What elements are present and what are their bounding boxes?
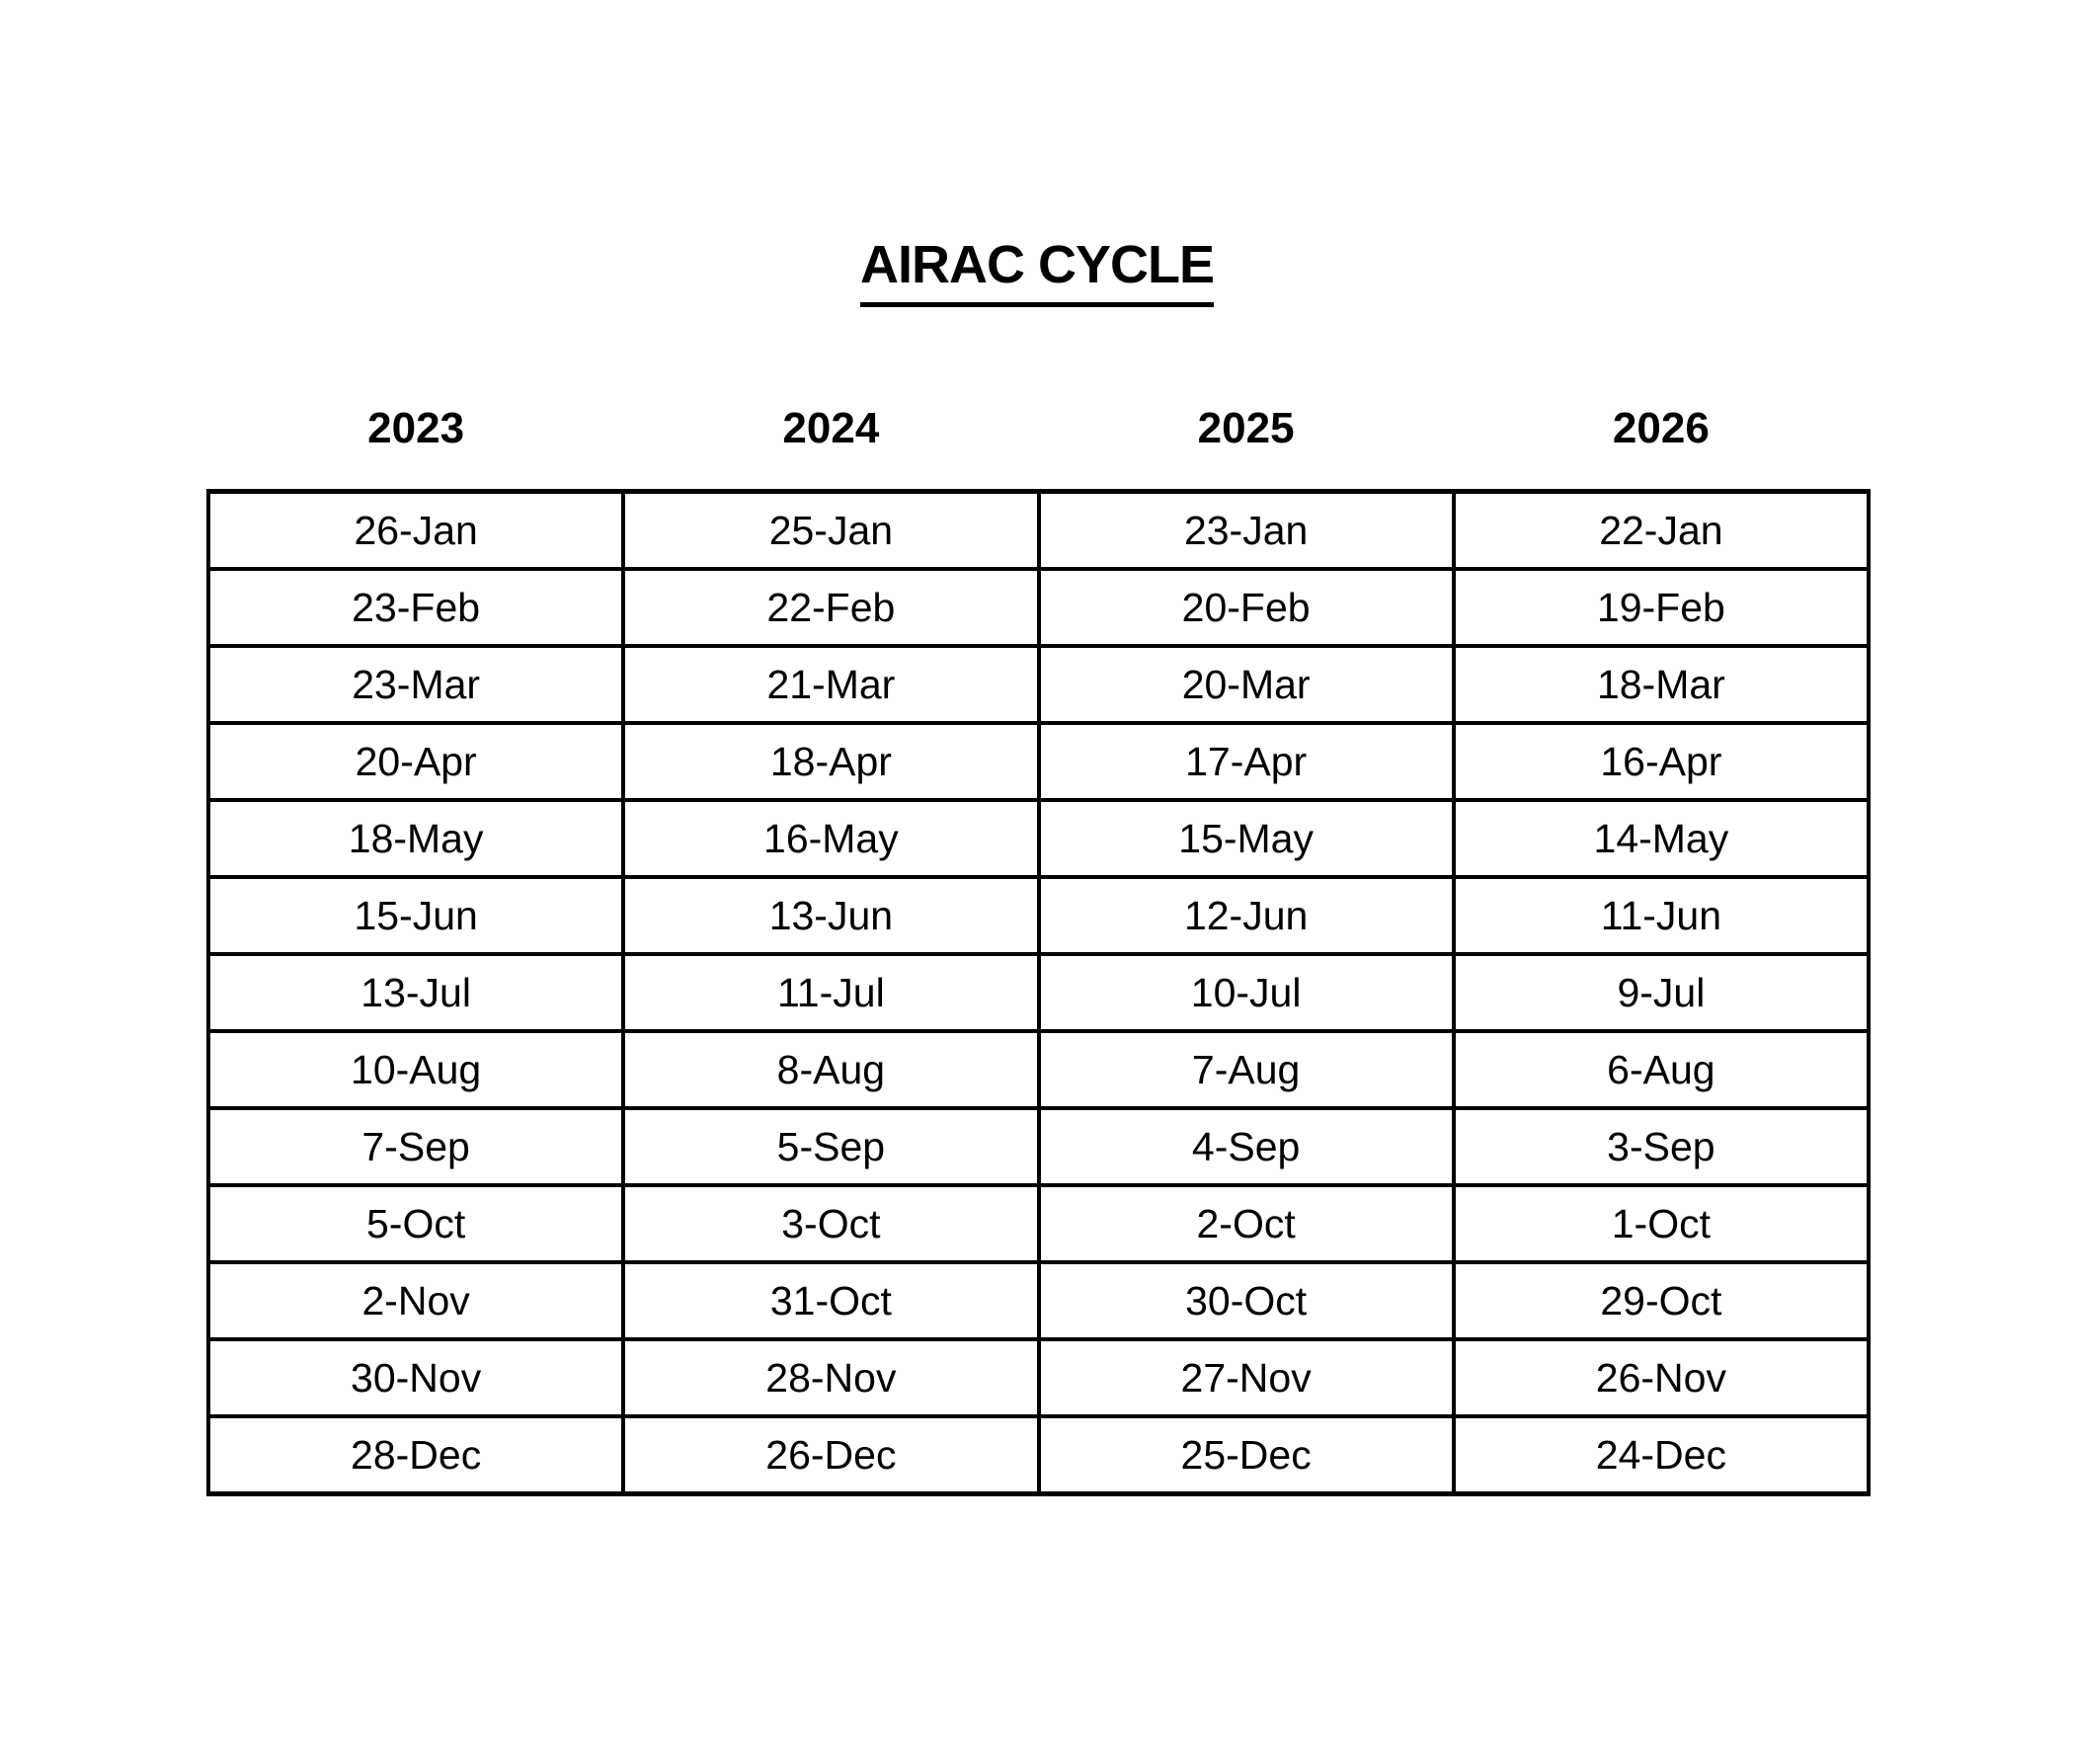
table-row: [208, 1185, 1869, 1262]
table-row: [208, 877, 1869, 954]
table-row: [208, 1416, 1869, 1494]
table-cell-2025: 27-Nov: [1039, 1339, 1454, 1416]
table-cell-2024: 31-Oct: [623, 1262, 1038, 1339]
table-cell-2023: 18-May: [208, 800, 623, 877]
table-cell-2025: 20-Mar: [1039, 646, 1454, 723]
table-cell-2023: 28-Dec: [208, 1416, 623, 1494]
table-row: [208, 646, 1869, 723]
table-cell-2024: 5-Sep: [623, 1108, 1038, 1185]
table-cell-2026: 18-Mar: [1454, 646, 1869, 723]
table-cell-2023: 23-Feb: [208, 569, 623, 646]
table-cell-2023: 10-Aug: [208, 1031, 623, 1108]
table-cell-2024: 22-Feb: [623, 569, 1038, 646]
table-cell-2026: 14-May: [1454, 800, 1869, 877]
year-header-2025: 2025: [1197, 404, 1295, 452]
table-cell-2026: 19-Feb: [1454, 569, 1869, 646]
table-cell-2026: 22-Jan: [1454, 492, 1869, 570]
table-row: [208, 723, 1869, 800]
table-cell-2023: 13-Jul: [208, 954, 623, 1031]
table-cell-2026: 9-Jul: [1454, 954, 1869, 1031]
table-cell-2025: 2-Oct: [1039, 1185, 1454, 1262]
table-cell-2023: 30-Nov: [208, 1339, 623, 1416]
table-cell-2023: 2-Nov: [208, 1262, 623, 1339]
table-row: [208, 492, 1869, 570]
table-cell-2024: 8-Aug: [623, 1031, 1038, 1108]
table-row: [208, 569, 1869, 646]
table-row: [208, 1108, 1869, 1185]
table-cell-2024: 26-Dec: [623, 1416, 1038, 1494]
table-cell-2023: 5-Oct: [208, 1185, 623, 1262]
year-header-row: [208, 399, 1869, 458]
table-cell-2024: 21-Mar: [623, 646, 1038, 723]
table-cell-2023: 23-Mar: [208, 646, 623, 723]
airac-cycle-table: [206, 489, 1871, 1496]
table-cell-2025: 25-Dec: [1039, 1416, 1454, 1494]
table-cell-2026: 16-Apr: [1454, 723, 1869, 800]
table-cell-2024: 11-Jul: [623, 954, 1038, 1031]
table-cell-2025: 15-May: [1039, 800, 1454, 877]
table-row: [208, 1031, 1869, 1108]
table-cell-2025: 7-Aug: [1039, 1031, 1454, 1108]
table-row: [208, 1262, 1869, 1339]
page-title: [0, 233, 2074, 307]
table-row: [208, 800, 1869, 877]
table-cell-2026: 11-Jun: [1454, 877, 1869, 954]
table-cell-2025: 30-Oct: [1039, 1262, 1454, 1339]
table-cell-2025: 23-Jan: [1039, 492, 1454, 570]
table-row: [208, 954, 1869, 1031]
year-header-2023: 2023: [367, 404, 465, 452]
year-header-2026: 2026: [1612, 404, 1710, 452]
table-cell-2023: 26-Jan: [208, 492, 623, 570]
table-cell-2025: 10-Jul: [1039, 954, 1454, 1031]
table-cell-2023: 7-Sep: [208, 1108, 623, 1185]
table-cell-2025: 12-Jun: [1039, 877, 1454, 954]
year-header-2024: 2024: [782, 404, 880, 452]
table-cell-2026: 24-Dec: [1454, 1416, 1869, 1494]
table-cell-2024: 16-May: [623, 800, 1038, 877]
table-cell-2026: 3-Sep: [1454, 1108, 1869, 1185]
table-cell-2025: 17-Apr: [1039, 723, 1454, 800]
table-cell-2024: 3-Oct: [623, 1185, 1038, 1262]
airac-cycle-table-body: [208, 492, 1869, 1494]
table-cell-2024: 28-Nov: [623, 1339, 1038, 1416]
page-title-text: AIRAC CYCLE: [860, 233, 1214, 307]
table-cell-2026: 29-Oct: [1454, 1262, 1869, 1339]
table-cell-2024: 13-Jun: [623, 877, 1038, 954]
table-cell-2026: 6-Aug: [1454, 1031, 1869, 1108]
table-cell-2023: 15-Jun: [208, 877, 623, 954]
table-cell-2024: 18-Apr: [623, 723, 1038, 800]
table-cell-2023: 20-Apr: [208, 723, 623, 800]
table-cell-2025: 20-Feb: [1039, 569, 1454, 646]
table-cell-2026: 26-Nov: [1454, 1339, 1869, 1416]
table-row: [208, 1339, 1869, 1416]
table-cell-2025: 4-Sep: [1039, 1108, 1454, 1185]
table-cell-2024: 25-Jan: [623, 492, 1038, 570]
table-cell-2026: 1-Oct: [1454, 1185, 1869, 1262]
